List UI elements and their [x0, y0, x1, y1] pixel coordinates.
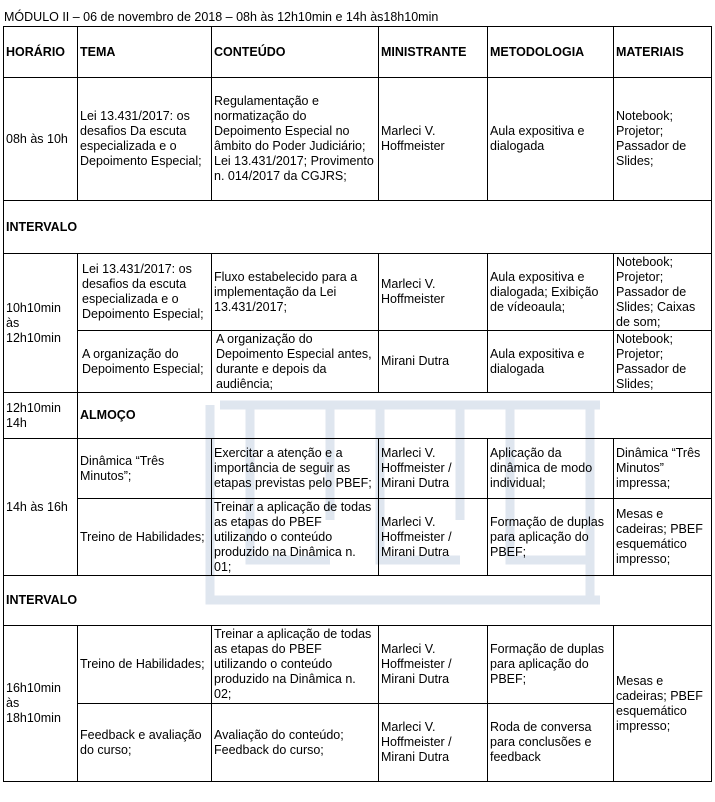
header-tema: TEMA — [78, 27, 212, 78]
table-row — [4, 626, 712, 704]
cell-metodologia: Aplicação da dinâmica de modo individual; — [488, 439, 614, 499]
intervalo-label: INTERVALO — [4, 576, 712, 626]
table-row — [4, 499, 712, 576]
cell-metodologia: Aula expositiva e dialogada — [488, 331, 614, 393]
intervalo-label: INTERVALO — [4, 201, 712, 254]
module-caption: MÓDULO II – 06 de novembro de 2018 – 08h às 12h10min e 14h às18h10min — [4, 10, 439, 24]
intervalo-row — [4, 576, 712, 626]
cell-ministrante: Marleci V. Hoffmeister — [379, 254, 488, 331]
cell-metodologia: Aula expositiva e dialogada; Exibição de vídeoaula; — [488, 254, 614, 331]
cell-materiais: Notebook; Projetor; Passador de Slides; — [614, 78, 712, 201]
cell-conteudo: Avaliação do conteúdo; Feedback do curso; — [212, 704, 379, 782]
header-ministrante: MINISTRANTE — [379, 27, 488, 78]
cell-metodologia: Aula expositiva e dialogada — [488, 78, 614, 201]
cell-metodologia: Roda de conversa para conclusões e feedback — [488, 704, 614, 782]
cell-conteudo: Treinar a aplicação de todas as etapas do PBEF utilizando o conteúdo produzido na Dinâmica n. 01; — [212, 499, 379, 576]
cell-tema: Lei 13.431/2017: os desafios da escuta especializada e o Depoimento Especial; — [78, 254, 212, 331]
cell-ministrante: Mirani Dutra — [379, 331, 488, 393]
table-row — [4, 78, 712, 201]
cell-conteudo: Regulamentação e normatização do Depoimento Especial no âmbito do Poder Judiciário; Lei 13.431/2017; Provimento n. 014/2017 da CGJRS; — [212, 78, 379, 201]
cell-materiais: Mesas e cadeiras; PBEF esquemático impresso; — [614, 499, 712, 576]
cell-conteudo: Treinar a aplicação de todas as etapas do PBEF utilizando o conteúdo produzido na Dinâmica n. 02; — [212, 626, 379, 704]
almoco-row — [4, 393, 712, 439]
cell-conteudo: Fluxo estabelecido para a implementação da Lei 13.431/2017; — [212, 254, 379, 331]
table-row — [4, 254, 712, 331]
header-row — [4, 27, 712, 78]
cell-ministrante: Marleci V. Hoffmeister / Mirani Dutra — [379, 626, 488, 704]
cell-tema: Treino de Habilidades; — [78, 499, 212, 576]
cell-conteudo: A organização do Depoimento Especial antes, durante e depois da audiência; — [212, 331, 379, 393]
cell-tema: Dinâmica “Três Minutos”; — [78, 439, 212, 499]
cell-metodologia: Formação de duplas para aplicação do PBEF; — [488, 626, 614, 704]
header-horario: HORÁRIO — [4, 27, 78, 78]
cell-materiais: Dinâmica “Três Minutos” impressa; — [614, 439, 712, 499]
cell-tema: Lei 13.431/2017: os desafios Da escuta especializada e o Depoimento Especial; — [78, 78, 212, 201]
cell-ministrante: Marleci V. Hoffmeister / Mirani Dutra — [379, 704, 488, 782]
cell-tema: Feedback e avaliação do curso; — [78, 704, 212, 782]
cell-horario: 16h10min às 18h10min — [4, 626, 78, 782]
cell-ministrante: Marleci V. Hoffmeister / Mirani Dutra — [379, 499, 488, 576]
schedule-table — [3, 26, 712, 782]
almoco-label: ALMOÇO — [78, 393, 712, 439]
cell-materiais: Mesas e cadeiras; PBEF esquemático impresso; — [614, 626, 712, 782]
cell-materiais: Notebook; Projetor; Passador de Slides; Caixas de som; — [614, 254, 712, 331]
cell-ministrante: Marleci V. Hoffmeister — [379, 78, 488, 201]
header-metodologia: METODOLOGIA — [488, 27, 614, 78]
cell-conteudo: Exercitar a atenção e a importância de seguir as etapas previstas pelo PBEF; — [212, 439, 379, 499]
table-row — [4, 439, 712, 499]
cell-ministrante: Marleci V. Hoffmeister / Mirani Dutra — [379, 439, 488, 499]
header-conteudo: CONTEÚDO — [212, 27, 379, 78]
table-row — [4, 704, 712, 782]
cell-horario: 10h10min às 12h10min — [4, 254, 78, 393]
header-materiais: MATERIAIS — [614, 27, 712, 78]
table-row — [4, 331, 712, 393]
cell-horario: 12h10min 14h — [4, 393, 78, 439]
cell-tema: Treino de Habilidades; — [78, 626, 212, 704]
cell-horario: 08h às 10h — [4, 78, 78, 201]
cell-materiais: Notebook; Projetor; Passador de Slides; — [614, 331, 712, 393]
cell-tema: A organização do Depoimento Especial; — [78, 331, 212, 393]
intervalo-row — [4, 201, 712, 254]
cell-horario: 14h às 16h — [4, 439, 78, 576]
cell-metodologia: Formação de duplas para aplicação do PBEF; — [488, 499, 614, 576]
